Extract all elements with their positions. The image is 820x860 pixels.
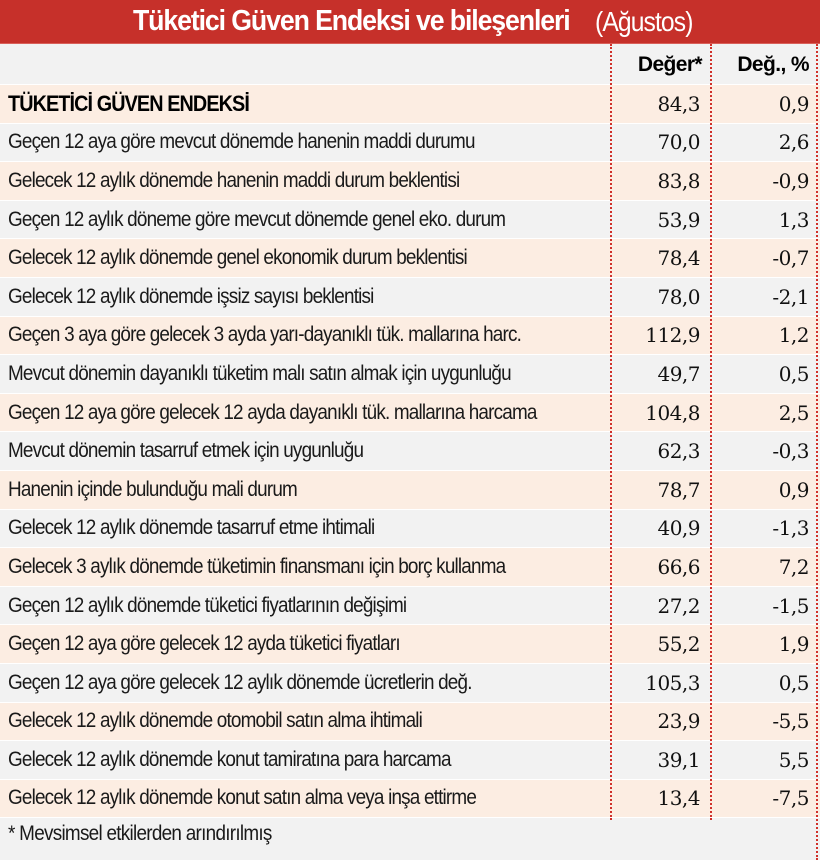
row-label: Gelecek 12 aylık dönemde tasarruf etme ihtimali [8,516,375,540]
column-divider-value [610,44,612,820]
row-label: Gelecek 12 aylık dönemde hanenin maddi durum beklentisi [8,168,460,192]
row-change-percent: 2,5 [778,400,809,425]
row-value: 70,0 [657,130,700,155]
row-change-percent: 1,2 [778,323,809,348]
row-change-percent: 7,2 [778,554,809,579]
row-change-percent: -5,5 [772,709,809,734]
title-bar [0,0,820,44]
table-row [0,664,820,703]
row-value: 104,8 [645,400,700,425]
row-value: 39,1 [657,747,700,772]
table-row [0,625,820,664]
footnote: * Mevsimsel etkilerden arındırılmış [8,822,272,845]
row-label: Gelecek 12 aylık dönemde otomobil satın alma ihtimali [8,709,423,733]
row-value: 53,9 [657,207,700,232]
row-value: 66,6 [657,554,700,579]
row-value: 13,4 [657,786,700,811]
table-row [0,741,820,780]
row-label: Geçen 12 aya göre gelecek 12 ayda tüketici fiyatları [8,632,400,656]
row-label: Geçen 12 aya göre gelecek 12 aylık dönemde ücretlerin değ. [8,670,472,694]
row-value: 78,7 [657,477,700,502]
table-row-total [0,85,820,124]
table-row [0,471,820,510]
page-subtitle-month: (Ağustos) [594,5,693,37]
page-title: Tüketici Güven Endeksi ve bileşenleri [133,5,570,37]
row-value: 49,7 [657,361,700,386]
table-row [0,201,820,240]
table-row [0,780,820,819]
row-label: Hanenin içinde bulunduğu mali durum [8,477,297,501]
table-row [0,162,820,201]
table-row [0,278,820,317]
row-label: Geçen 12 aylık dönemde tüketici fiyatlarının değişimi [8,593,407,617]
row-change-percent: -1,5 [772,593,809,618]
row-change-percent: 1,9 [778,632,809,657]
row-label: Gelecek 12 aylık dönemde genel ekonomik durum beklentisi [8,246,467,270]
row-value: 27,2 [657,593,700,618]
index-table [0,45,820,818]
table-row [0,355,820,394]
table-row [0,124,820,163]
row-label: Mevcut dönemin tasarruf etmek için uygunluğu [8,439,364,463]
table-row [0,394,820,433]
row-value: 55,2 [657,632,700,657]
row-change-percent: 0,5 [778,361,809,386]
row-change-percent: -0,3 [772,439,809,464]
row-label: Geçen 3 aya göre gelecek 3 ayda yarı-dayanıklı tük. mallarına harc. [8,323,522,347]
table-row [0,548,820,587]
row-value: 112,9 [645,323,700,348]
row-value: 40,9 [657,516,700,541]
row-label: Gelecek 12 aylık dönemde işsiz sayısı beklentisi [8,284,374,308]
row-value: 78,4 [657,246,700,271]
table-row [0,239,820,278]
header-value: Değer* [637,52,702,76]
row-value: 23,9 [657,709,700,734]
table-row [0,587,820,626]
row-label: Geçen 12 aya göre mevcut dönemde hanenin maddi durumu [8,130,475,154]
row-change-percent: 1,3 [778,207,809,232]
row-change-percent: 0,9 [778,477,809,502]
row-label: Gelecek 12 aylık dönemde konut satın alma veya inşa ettirme [8,786,477,810]
table-header-row [0,45,820,85]
row-change-percent: 5,5 [778,747,809,772]
row-change-percent: -0,7 [772,246,809,271]
row-label: Gelecek 12 aylık dönemde konut tamiratına para harcama [8,747,451,771]
table-row [0,703,820,742]
column-divider-right-edge [816,44,818,860]
table-row [0,317,820,356]
row-change-percent: -2,1 [772,284,809,309]
row-label: Mevcut dönemin dayanıklı tüketim malı satın almak için uygunluğu [8,361,511,385]
row-value: 78,0 [657,284,700,309]
row-change-percent: 2,6 [778,130,809,155]
row-label: TÜKETİCİ GÜVEN ENDEKSİ [8,90,249,116]
row-value: 84,3 [657,91,700,116]
table-row [0,432,820,471]
header-change: Değ., % [737,52,809,76]
row-change-percent: -1,3 [772,516,809,541]
row-value: 83,8 [657,168,700,193]
row-change-percent: 0,9 [778,91,809,116]
row-value: 105,3 [645,670,700,695]
table-body [0,85,820,818]
row-change-percent: -0,9 [772,168,809,193]
row-change-percent: 0,5 [778,670,809,695]
row-change-percent: -7,5 [772,786,809,811]
table-row [0,510,820,549]
column-divider-change [710,44,712,820]
row-value: 62,3 [657,439,700,464]
row-label: Geçen 12 aylık döneme göre mevcut dönemde genel eko. durum [8,207,506,231]
row-label: Geçen 12 aya göre gelecek 12 ayda dayanıklı tük. mallarına harcama [8,400,537,424]
row-label: Gelecek 3 aylık dönemde tüketimin finansmanı için borç kullanma [8,554,506,578]
